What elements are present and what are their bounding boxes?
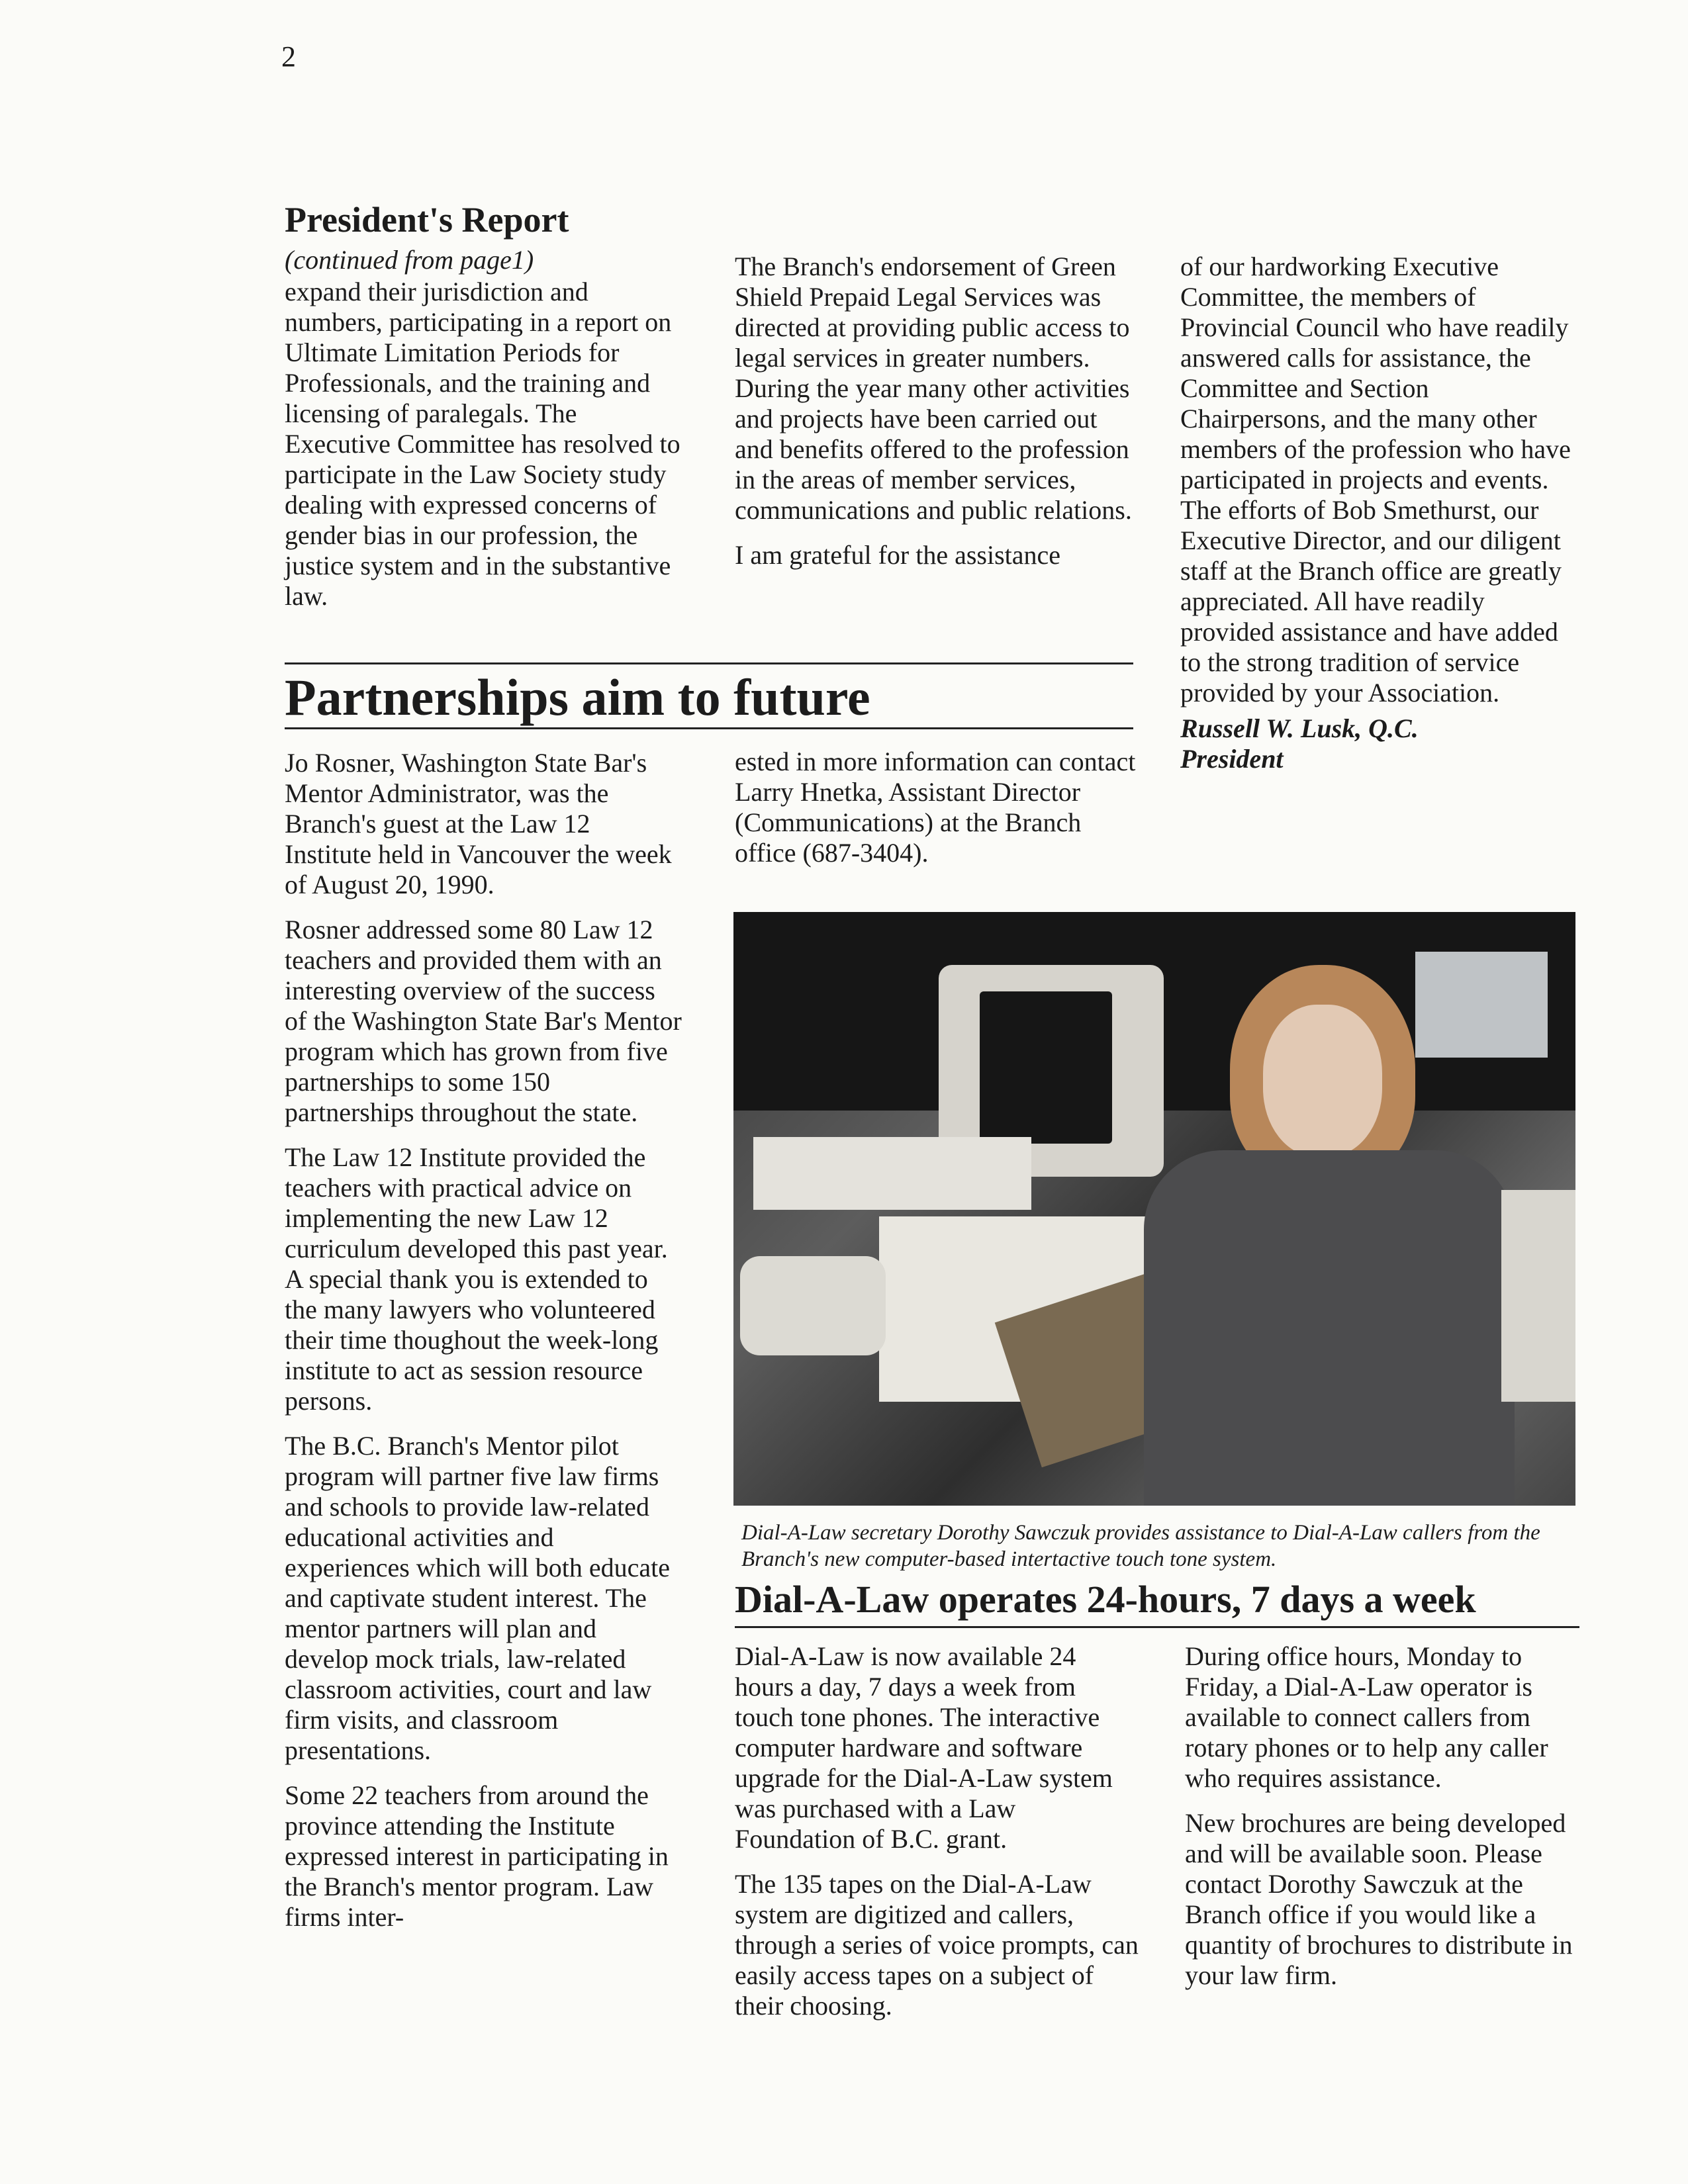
page-number: 2 bbox=[281, 40, 296, 73]
partnerships-paragraph-1: Jo Rosner, Washington State Bar's Mentor Administrator, was the Branch's guest at the Law 12 Institute held in Vancouver the week of August 20, 1990. bbox=[285, 748, 672, 899]
president-col2-paragraph-2: I am grateful for the assistance bbox=[735, 540, 1061, 570]
person-jacket bbox=[1144, 1150, 1515, 1506]
dial-a-law-paragraph-1: Dial-A-Law is now available 24 hours a day, 7 days a week from touch tone phones. The interactive computer hardware and software upgrade for the Dial-A-Law system was purchased with a Law Foundation of B.C. grant. bbox=[735, 1641, 1113, 1854]
partnerships-paragraph-4: The B.C. Branch's Mentor pilot program will partner five law firms and schools to provide law-related educational activities and experiences which will both educate and captivate student interest. The mentor partners will plan and develop mock trials, law-related classroom activities, court and law firm visits, and classroom presentations. bbox=[285, 1431, 670, 1765]
signature-title: President bbox=[1180, 744, 1284, 774]
dial-a-law-paragraph-2: The 135 tapes on the Dial-A-Law system are digitized and callers, through a series of voice prompts, can easily access tapes on a subject of their choosing. bbox=[735, 1869, 1139, 2021]
telephone bbox=[740, 1256, 886, 1355]
signature-name: Russell W. Lusk, Q.C. bbox=[1180, 713, 1419, 743]
president-column-3 bbox=[1180, 251, 1577, 774]
partnerships-column-2: ested in more information can contact Larry Hnetka, Assistant Director (Communications) at the Branch office (687-3404). bbox=[735, 747, 1136, 868]
printer bbox=[1501, 1190, 1575, 1402]
photo-caption: Dial-A-Law secretary Dorothy Sawczuk provides assistance to Dial-A-Law callers from the Branch's new computer-based intertactive touch tone system. bbox=[741, 1521, 1540, 1571]
dial-a-law-heading: Dial-A-Law operates 24-hours, 7 days a week bbox=[735, 1578, 1476, 1621]
continued-note: (continued from page1) bbox=[285, 245, 534, 275]
partnerships-bottom-rule bbox=[285, 727, 1133, 729]
president-column-2 bbox=[735, 251, 1139, 585]
modem bbox=[753, 1137, 1031, 1210]
president-col2-paragraph-1: The Branch's endorsement of Green Shield Prepaid Legal Services was directed at providing public access to legal services in greater numbers. During the year many other activities and projects have been carried out and benefits offered to the profession in the areas of member services, communications and public relations. bbox=[735, 251, 1132, 525]
partnerships-column-1 bbox=[285, 748, 682, 1947]
partnerships-paragraph-2: Rosner addressed some 80 Law 12 teachers and provided them with an interesting overview of the success of the Washington State Bar's Mentor program which has grown from five partnerships to some 150 partnerships throughout the state. bbox=[285, 915, 682, 1127]
president-column-1: expand their jurisdiction and numbers, participating in a report on Ultimate Limitation Periods for Professionals, and the training and licensing of paralegals. The Executive Committee has resolved to participate in the Law Society study dealing with expressed concerns of gender bias in our profession, the justice system and in the substantive law. bbox=[285, 277, 680, 611]
dial-a-law-paragraph-3: During office hours, Monday to Friday, a Dial-A-Law operator is available to connect callers from rotary phones or to help any caller who requires assistance. bbox=[1185, 1641, 1548, 1793]
dial-a-law-rule bbox=[735, 1626, 1579, 1628]
partnerships-paragraph-3: The Law 12 Institute provided the teachers with practical advice on implementing the new Law 12 curriculum developed this past year. A special thank you is extended to the many lawyers who volunteered their time thoughout the week-long institute to act as session resource persons. bbox=[285, 1142, 668, 1416]
person-face bbox=[1263, 1005, 1382, 1157]
monitor-screen bbox=[980, 991, 1112, 1144]
dial-a-law-column-1 bbox=[735, 1641, 1139, 2036]
partnerships-top-rule bbox=[285, 662, 1133, 664]
partnerships-heading: Partnerships aim to future bbox=[285, 668, 870, 726]
dial-a-law-column-2 bbox=[1185, 1641, 1582, 2005]
partnerships-paragraph-5: Some 22 teachers from around the province attending the Institute expressed interest in participating in the Branch's mentor program. Law firms inter- bbox=[285, 1780, 669, 1932]
president-col3-text: of our hardworking Executive Committee, the members of Provincial Council who have readily answered calls for assistance, the Committee and Section Chairpersons, and the many other members of the profession who have participated in projects and events. The efforts of Bob Smethurst, our Executive Director, and our diligent staff at the Branch office are greatly appreciated. All have readily provided assistance and have added to the strong tradition of service provided by your Association. bbox=[1180, 251, 1571, 707]
president-report-heading: President's Report bbox=[285, 200, 569, 240]
dial-a-law-photo bbox=[733, 912, 1575, 1506]
wall-picture bbox=[1415, 952, 1548, 1058]
dial-a-law-paragraph-4: New brochures are being developed and will be available soon. Please contact Dorothy Sawczuk at the Branch office if you would like a quantity of brochures to distribute in your law firm. bbox=[1185, 1808, 1573, 1990]
